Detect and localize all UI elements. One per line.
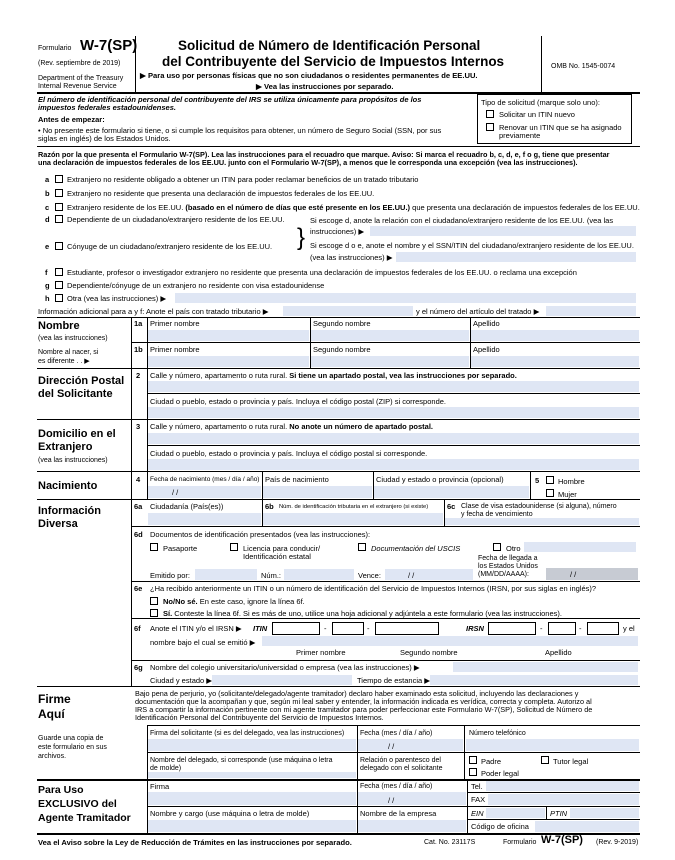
- expires-label: Vence:: [358, 571, 381, 580]
- reason-e-note2: (vea las instrucciones) ▶: [310, 253, 393, 262]
- prev-itin-yes-note: Conteste la línea 6f. Si es más de uno, utilice una hoja adicional y adjúntela a este formulario (vea las instrucciones).: [174, 609, 562, 618]
- birth-first-name-input[interactable]: [148, 356, 309, 367]
- foreign-street-input[interactable]: [148, 433, 639, 444]
- guardian-label: Tutor legal: [553, 757, 589, 766]
- before-you-begin: Antes de empezar:: [38, 115, 105, 124]
- reason-h-field[interactable]: [175, 293, 636, 303]
- last-name-input[interactable]: [471, 330, 639, 341]
- ptin-label: PTIN: [550, 809, 568, 818]
- mailing-street-label: [150, 371, 517, 380]
- reason-d-note2: instrucciones) ▶: [310, 227, 365, 236]
- middle-name-label: Segundo nombre: [313, 319, 371, 328]
- agent-signature-label: Firma: [150, 782, 170, 791]
- letter-a: a: [45, 175, 50, 184]
- letter-c: c: [45, 203, 50, 212]
- and-label: y el: [623, 624, 635, 633]
- agent-name-input[interactable]: [148, 820, 356, 832]
- arrival-label3: (MM/DD/AAAA):: [478, 571, 529, 578]
- issued-middle-label: Segundo nombre: [400, 648, 458, 657]
- expires-input[interactable]: [385, 569, 473, 580]
- reason-e-checkbox[interactable]: [55, 242, 63, 250]
- sign-date-slashes: / /: [388, 742, 395, 751]
- line-6a: 6a: [134, 502, 143, 511]
- other-doc-input[interactable]: [524, 542, 636, 552]
- phone-input[interactable]: [466, 739, 639, 751]
- line-6d: 6d: [134, 530, 143, 539]
- phone-label: Número telefónico: [469, 730, 526, 737]
- misc-info-title: Información Diversa: [38, 505, 101, 530]
- mailing-city-input[interactable]: [148, 407, 639, 418]
- line-3: 3: [136, 422, 141, 431]
- renew-itin-label1: Renovar un ITIN que se ha asignado: [499, 123, 622, 132]
- revision-date: (Rev. septiembre de 2019): [38, 60, 121, 67]
- prev-itin-yes-checkbox[interactable]: [150, 609, 158, 617]
- parent-label: Padre: [481, 757, 502, 766]
- citizenship-input[interactable]: [148, 513, 261, 525]
- ein-input[interactable]: [486, 808, 545, 818]
- agent-fax-input[interactable]: [488, 794, 639, 805]
- catalog-number: Cat. No. 23117S: [424, 839, 476, 846]
- form-title-line1: Solicitud de Número de Identificación Personal: [178, 38, 481, 53]
- parent-checkbox[interactable]: [469, 756, 477, 764]
- agent-date-label: Fecha (mes / día / año): [360, 783, 433, 790]
- birth-name-label1: Nombre al nacer, si: [38, 349, 99, 356]
- sign-here-title: Firme Aquí: [38, 692, 71, 721]
- license-checkbox[interactable]: [230, 543, 238, 551]
- sign-date-input[interactable]: [358, 739, 463, 751]
- expires-slashes: / /: [408, 571, 415, 580]
- itin-part1[interactable]: [272, 622, 320, 635]
- penalty-line1: Bajo pena de perjurio, yo (solicitante/delegado/agente tramitador) declaro haber examinado esta solicitud, incluyendo las declaraciones y: [135, 689, 579, 698]
- foreign-street-note: No anote un número de apartado postal.: [289, 422, 434, 431]
- itin-dash2: -: [367, 624, 370, 633]
- line-5: 5: [535, 476, 540, 485]
- female-checkbox[interactable]: [546, 489, 554, 497]
- form-title-line2: del Contribuyente del Servicio de Impuestos Internos: [162, 54, 505, 69]
- agent-signature-field[interactable]: [148, 792, 356, 805]
- itin-label: ITIN: [253, 624, 268, 633]
- intro-line1: El número de identificación personal del contribuyente del IRS se utiliza únicamente para propósitos de los: [38, 95, 422, 104]
- citizenship-label: Ciudadanía (País(es)): [150, 502, 224, 511]
- line-6c: 6c: [447, 502, 456, 511]
- paperwork-notice: Vea el Aviso sobre la Ley de Reducción de Trámites en las instrucciones por separado.: [38, 838, 352, 847]
- other-doc-checkbox[interactable]: [493, 543, 501, 551]
- renew-itin-checkbox[interactable]: [486, 123, 494, 131]
- penalty-line4: Identificación Personal del Contribuyente del Servicio de Impuestos Internos.: [135, 713, 384, 722]
- applicant-signature-label: Firma del solicitante (si es del delegado, vea las instrucciones): [150, 730, 345, 737]
- reason-b-checkbox[interactable]: [55, 189, 63, 197]
- issued-name-input[interactable]: [262, 636, 638, 646]
- ein-label: EIN: [471, 809, 484, 818]
- ptin-input[interactable]: [570, 808, 639, 818]
- issued-first-label: Primer nombre: [296, 648, 346, 657]
- arrival-date-slashes: / /: [570, 570, 577, 579]
- prev-itin-yes-label: [163, 609, 562, 618]
- reason-e-note1: Si escoge d o e, anote el nombre y el SSN/ITIN del ciudadano/extranjero residente de los EE.UU.: [310, 241, 634, 250]
- reason-line2: una declaración de impuestos federales de los EE.UU. junto con el Formulario W-7(SP), a menos que le corresponda una excepción (vea las instrucciones).: [38, 158, 578, 167]
- delegate-name-input[interactable]: [148, 772, 356, 778]
- line-6b: 6b: [265, 502, 274, 511]
- college-city-input[interactable]: [212, 675, 352, 685]
- form-subtitle: ▶ Para uso por personas físicas que no son ciudadanos o residentes permanentes de EE.UU.: [140, 71, 478, 80]
- before-bullet2: siglas en inglés) de los Estados Unidos.: [38, 134, 171, 143]
- prev-itin-yes-bold: Sí.: [163, 609, 173, 618]
- mailing-city-label: Ciudad o pueblo, estado o provincia y país. Incluya el código postal (ZIP) si corresponde.: [150, 397, 447, 406]
- sign-date-label: Fecha (mes / día / año): [360, 730, 433, 737]
- footer-form-label: Formulario: [503, 839, 537, 846]
- form-number: W-7(SP): [80, 37, 138, 54]
- penalty-line3: IRS a compartir la información pertinente con mi agente tramitador para poder perfeccionar este Formulario W-7(SP), Solicitud de Número de: [135, 705, 593, 714]
- doc-number-input[interactable]: [284, 569, 354, 580]
- footer-form-number: W-7(SP): [541, 834, 583, 846]
- prev-itin-no-checkbox[interactable]: [150, 597, 158, 605]
- arrival-date-input[interactable]: [546, 568, 638, 580]
- arrival-label2: los Estados Unidos: [478, 563, 538, 570]
- foreign-tax-id-input[interactable]: [263, 513, 443, 525]
- issued-name-label: nombre bajo el cual se emitió ▶: [150, 638, 256, 647]
- letter-e: e: [45, 242, 50, 251]
- line-1a: 1a: [134, 319, 143, 328]
- agent-tel-label: Tel.: [471, 782, 483, 791]
- reason-d-note1: Si escoge d, anote la relación con el ciudadano/extranjero residente de los EE.UU. (vea las: [310, 216, 614, 225]
- birth-country-input[interactable]: [263, 486, 372, 498]
- poa-label: Poder legal: [481, 769, 519, 778]
- relationship-label2: delegado con el solicitante: [360, 765, 443, 772]
- office-code-input[interactable]: [535, 821, 639, 832]
- college-label: Nombre del colegio universitario/universidad o empresa (vea las instrucciones) ▶: [150, 663, 420, 672]
- stay-length-label: Tiempo de estancia ▶: [357, 676, 431, 685]
- letter-d: d: [45, 215, 50, 224]
- keep-copy-line1: Guarde una copia de: [38, 735, 104, 742]
- itin-part3[interactable]: [375, 622, 439, 635]
- line-6e: 6e: [134, 584, 143, 593]
- reason-c-part3: que presenta una declaración de impuestos federales de los EE.UU.: [412, 203, 640, 212]
- penalty-line2: documentación que la acompañan y que, según mi leal saber y entender, la información indicada es verídica, correcta y completa. Autorizo al: [135, 697, 592, 706]
- company-name-input[interactable]: [358, 820, 466, 832]
- agency-name: Internal Revenue Service: [38, 83, 117, 90]
- reason-g-checkbox[interactable]: [55, 281, 63, 289]
- visa-label1: Clase de visa estadounidense (si alguna), número: [461, 503, 617, 510]
- foreign-street-label: [150, 422, 433, 431]
- agent-section-title: Para Uso EXCLUSIVO del Agente Tramitador: [38, 784, 131, 824]
- letter-g: g: [45, 281, 50, 290]
- request-type-title: Tipo de solicitud (marque solo uno):: [481, 98, 600, 107]
- reason-d-checkbox[interactable]: [55, 215, 63, 223]
- female-label: Mujer: [558, 490, 577, 499]
- reason-a-checkbox[interactable]: [55, 175, 63, 183]
- first-name-label: Primer nombre: [150, 319, 200, 328]
- visa-input[interactable]: [445, 518, 639, 525]
- irsn-part3[interactable]: [587, 622, 619, 635]
- form-label: Formulario: [38, 45, 72, 52]
- passport-label: Pasaporte: [163, 544, 198, 553]
- agent-name-label: Nombre y cargo (use máquina o letra de molde): [150, 809, 310, 818]
- reason-h-label: Otra (vea las instrucciones) ▶: [67, 294, 167, 303]
- arrival-label1: Fecha de llegada a: [478, 555, 538, 562]
- reason-c-label: [67, 203, 640, 212]
- doc-number-label: Núm.:: [261, 571, 282, 580]
- reason-a-label: Extranjero no residente obligado a obtener un ITIN para poder reclamar beneficios de un tratado tributario: [67, 175, 419, 184]
- foreign-city-input[interactable]: [148, 459, 639, 470]
- department-name: Department of the Treasury: [38, 75, 124, 82]
- instructions-note: ▶ Vea las instrucciones por separado.: [256, 82, 394, 91]
- birth-middle-name-label: Segundo nombre: [313, 345, 371, 354]
- reason-line1: Razón por la que presenta el Formulario W-7(SP). Lea las instrucciones para el recuadro que marque. Aviso: Si marca el recuadro b, c, d, e, f o g, tiene que presentar: [38, 150, 610, 159]
- foreign-address-title: Domicilio en el Extranjero: [38, 428, 116, 453]
- mailing-address-title: Dirección Postal del Solicitante: [38, 375, 125, 400]
- irsn-part2[interactable]: [548, 622, 576, 635]
- agent-tel-input[interactable]: [486, 781, 639, 791]
- prev-itin-no-note: En este caso, ignore la línea 6f.: [199, 597, 305, 606]
- male-checkbox[interactable]: [546, 476, 554, 484]
- guardian-checkbox[interactable]: [541, 756, 549, 764]
- reason-c-part2: (basado en el número de días que esté presente en los EE.UU.): [185, 203, 411, 212]
- mailing-street-input[interactable]: [148, 381, 639, 392]
- reason-d-label: Dependiente de un ciudadano/extranjero residente de los EE.UU.: [67, 215, 285, 224]
- treaty-article-label: y el número del artículo del tratado ▶: [416, 307, 540, 316]
- reason-h-checkbox[interactable]: [55, 294, 63, 302]
- mailing-street-note: Si tiene un apartado postal, vea las instrucciones por separado.: [289, 371, 517, 380]
- first-name-input[interactable]: [148, 330, 309, 341]
- applicant-signature-field[interactable]: [148, 739, 356, 751]
- reason-f-label: Estudiante, profesor o investigador extranjero no residente que presenta una declaración de impuestos federales de los EE.UU. o reclama una excepción: [67, 268, 577, 277]
- foreign-city-label: Ciudad o pueblo, estado o provincia y país. Incluya el código postal si corresponde.: [150, 449, 428, 458]
- treaty-country-field[interactable]: [283, 306, 413, 316]
- birth-section-title: Nacimiento: [38, 480, 98, 492]
- license-label1: Licencia para conducir/: [243, 544, 321, 553]
- other-doc-label: Otro: [506, 544, 521, 553]
- birth-city-label: Ciudad y estado o provincia (opcional): [376, 475, 504, 484]
- intro-line2: impuestos federales estadounidenses.: [38, 103, 176, 112]
- instructions-text: Vea las instrucciones por separado.: [263, 82, 394, 91]
- reason-g-label: Dependiente/cónyuge de un extranjero no residente con visa estadounidense: [67, 281, 325, 290]
- birth-first-name-label: Primer nombre: [150, 345, 200, 354]
- agent-fax-label: FAX: [471, 795, 486, 804]
- treaty-article-field[interactable]: [546, 306, 636, 316]
- relationship-label1: Relación o parentesco del: [360, 757, 441, 764]
- line-2: 2: [136, 371, 141, 380]
- college-city-label: Ciudad y estado ▶: [150, 676, 213, 685]
- before-bullet1: • No presente este formulario si tiene, o si cumple los requisitos para obtener, un número de Seguro Social (SSN, por sus: [38, 126, 442, 135]
- birth-date-label: Fecha de nacimiento (mes / día / año): [150, 476, 260, 483]
- agent-date-slashes: / /: [388, 796, 395, 805]
- new-itin-label: Solicitar un ITIN nuevo: [499, 110, 575, 119]
- keep-copy-line2: este formulario en sus: [38, 744, 107, 751]
- new-itin-checkbox[interactable]: [486, 110, 494, 118]
- birth-name-label2: es diferente . . ▶: [38, 358, 90, 365]
- birth-last-name-label: Apellido: [473, 345, 500, 354]
- subtitle-text: Para uso por personas físicas que no son ciudadanos o residentes permanentes de EE.UU.: [147, 71, 478, 80]
- enter-itin-label: Anote el ITIN y/o el IRSN ▶: [150, 624, 242, 633]
- treaty-country-label: Información adicional para a y f: Anote el país con tratado tributario ▶: [38, 307, 269, 316]
- name-section-title: Nombre: [38, 320, 80, 332]
- prev-itin-no-bold: No/No sé.: [163, 597, 198, 606]
- reason-b-label: Extranjero no residente que presenta una declaración de impuestos federales de los EE.UU.: [67, 189, 375, 198]
- prev-itin-no-label: [163, 597, 305, 606]
- birth-country-label: País de nacimiento: [265, 475, 329, 484]
- irsn-dash2: -: [579, 624, 582, 633]
- irsn-dash1: -: [540, 624, 543, 633]
- poa-checkbox[interactable]: [469, 768, 477, 776]
- name-see-instructions: (vea las instrucciones): [38, 335, 108, 342]
- stay-length-input[interactable]: [430, 675, 638, 685]
- mailing-street-text: Calle y número, apartamento o ruta rural.: [150, 371, 288, 380]
- keep-copy-line3: archivos.: [38, 753, 67, 760]
- visa-label2: y fecha de vencimiento: [461, 511, 533, 518]
- passport-checkbox[interactable]: [150, 543, 158, 551]
- line-6f: 6f: [134, 624, 141, 633]
- letter-f: f: [45, 268, 48, 277]
- delegate-name-label2: de molde): [150, 765, 182, 772]
- delegate-name-label1: Nombre del delegado, si corresponde (use máquina o letra: [150, 757, 333, 764]
- irsn-label: IRSN: [466, 624, 484, 633]
- reason-f-checkbox[interactable]: [55, 268, 63, 276]
- irsn-part1[interactable]: [488, 622, 536, 635]
- male-label: Hombre: [558, 477, 585, 486]
- itin-part2[interactable]: [332, 622, 364, 635]
- id-docs-label: Documentos de identificación presentados (vea las instrucciones):: [150, 530, 371, 539]
- reason-c-checkbox[interactable]: [55, 203, 63, 211]
- renew-itin-label2: previamente: [499, 131, 541, 140]
- birth-date-input[interactable]: [148, 486, 261, 498]
- office-code-label: Código de oficina: [471, 822, 529, 831]
- issued-by-label: Emitido por:: [150, 571, 191, 580]
- foreign-tax-id-label: Núm. de identificación tributaria en el extranjero (si existe): [279, 504, 429, 510]
- agent-date-input[interactable]: [358, 792, 466, 805]
- uscis-label: Documentación del USCIS: [371, 544, 461, 553]
- omb-number: OMB No. 1545-0074: [551, 63, 616, 70]
- brace-glyph: }: [297, 224, 306, 251]
- birth-middle-name-input[interactable]: [311, 356, 469, 367]
- foreign-street-text: Calle y número, apartamento o ruta rural.: [150, 422, 288, 431]
- last-name-label: Apellido: [473, 319, 500, 328]
- company-name-label: Nombre de la empresa: [360, 809, 437, 818]
- reason-c-part1: Extranjero residente de los EE.UU.: [67, 203, 184, 212]
- reason-e-label: Cónyuge de un ciudadano/extranjero residente de los EE.UU.: [67, 242, 273, 251]
- uscis-checkbox[interactable]: [358, 543, 366, 551]
- prev-itin-question: ¿Ha recibido anteriormente un ITIN o un número de identificación del Servicio de Impuestos Internos (IRSN, por sus siglas en inglés)?: [150, 584, 597, 593]
- license-label2: Identificación estatal: [243, 552, 311, 561]
- middle-name-input[interactable]: [311, 330, 469, 341]
- college-input[interactable]: [453, 662, 638, 672]
- footer-revision: (Rev. 9-2019): [596, 839, 639, 846]
- letter-b: b: [45, 189, 50, 198]
- issued-last-label: Apellido: [545, 648, 572, 657]
- birth-last-name-input[interactable]: [471, 356, 639, 367]
- letter-h: h: [45, 294, 50, 303]
- foreign-see-instructions: (vea las instrucciones): [38, 457, 108, 464]
- itin-dash1: -: [324, 624, 327, 633]
- line-1b: 1b: [134, 345, 143, 354]
- birth-date-slashes: / /: [172, 488, 179, 497]
- issued-by-input[interactable]: [195, 569, 257, 580]
- line-4: 4: [136, 475, 141, 484]
- line-6g: 6g: [134, 663, 143, 672]
- birth-city-input[interactable]: [374, 486, 529, 498]
